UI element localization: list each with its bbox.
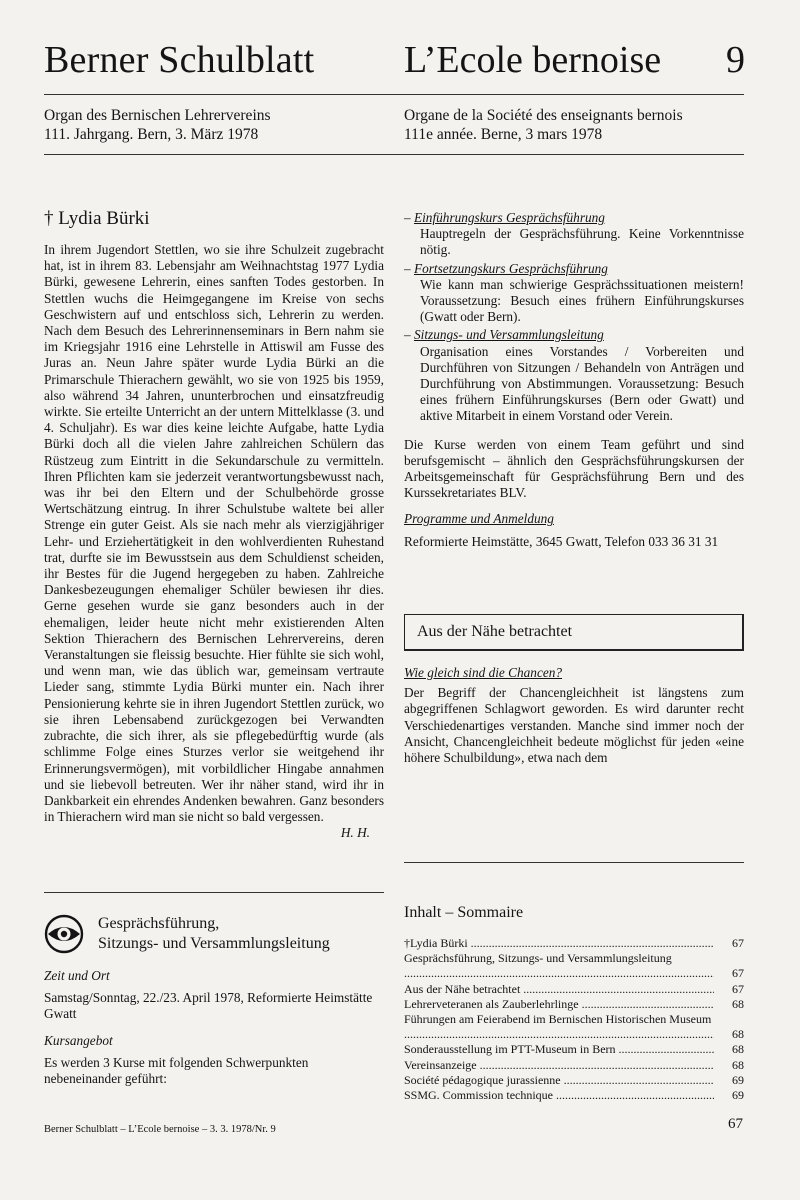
masthead-rule [44, 94, 744, 95]
obituary-heading: † Lydia Bürki [44, 208, 150, 229]
toc-entry-title: SSMG. Commission technique ..... [404, 1088, 714, 1103]
naehe-section [404, 614, 744, 766]
toc-entry [404, 1042, 744, 1057]
toc-entry [404, 1073, 744, 1088]
course-item: – Einführungskurs Gesprächsführung Hauptregeln der Gesprächsführung. Keine Vorkenntnisse nötig. [404, 210, 744, 258]
course-item-desc: Hauptregeln der Gesprächsführung. Keine Vorkenntnisse nötig. [420, 226, 744, 258]
toc-entry [404, 982, 744, 997]
org-fr-line1: Organe de la Société des enseignants bernois [404, 107, 683, 124]
course-item-desc: Organisation eines Vorstandes / Vorbereiten und Durchführen von Sitzungen / Behandeln von Anträgen und Durchführung von Abstimmungen. Voraussetzung: Besuch eines frühern Einführungskurses (Bern oder Gwatt) und aktive Mitarbeit in einem Vorstand oder Verein. [420, 343, 744, 424]
toc-entry-page: 67 [732, 966, 744, 981]
course-item-desc: Wie kann man schwierige Gesprächssituationen meistern! Voraussetzung: Besuch eines frühern Einführungskurses (Gwatt oder Bern). [420, 276, 744, 325]
toc-entry-title: Vereinsanzeige ..... [404, 1058, 714, 1073]
obituary-signature: H. H. [340, 825, 370, 841]
angebot-text: Es werden 3 Kurse mit folgenden Schwerpunkten nebeneinander geführt: [44, 1054, 309, 1087]
toc-entry [404, 1088, 744, 1103]
course-item-title: Fortsetzungskurs Gesprächsführung [413, 260, 608, 276]
obituary-body: In ihrem Jugendort Stettlen, wo sie ihre Schulzeit zugebracht hat, ist in ihrem 83. Lebensjahr am Weihnachtstag 1977 Lydia Bürki, gewesene Lehrerin, eines sanften Todes gestorben. In Stettlen wuchs die Heimgegangene im Kreise von sechs Geschwistern auf und entschloss sich, Lehrerin zu werden. Nach dem Besuch des Lehrerinnenseminars in Bern nahm sie im Kriegsjahr 1916 eine Lehrstelle in Attiswil am Fusse des Juras an. Neun Jahre später wurde Lydia Bürki an die Primarschule Thierachern gewählt, wo sie von 1925 bis 1959, also während 34 Jahren, ununterbrochen und einsatzfreudig wirkte. Sie erteilte Unterricht an der untern Mittelklasse (3. und 4. Schuljahr). Es war dies keine leichte Aufgabe, hatte Lydia Bürki doch all die vielen Jahre zahlreichen Schülern das Rüstzeug zum Eintritt in die Sekundarschule zu vermitteln. Ihren Pflichten kam sie jederzeit verantwortungsbewusst nach, was ihr bei den Eltern und der Schulbehörde grosse Wertschätzung eintrug. In ihrer Schulstube waltete bei aller Strenge ein guter Geist. Als sie nach mehr als vierzigjähriger Lehr- und Erziehertätigkeit in den wohlverdienten Ruhestand trat, durfte sie im Bewusstsein aus dem Schuldienst scheiden, ihr Bestes für die Jugend hergegeben zu haben. Zahlreiche Dankesbezeugungen ehemaliger Schüler bewiesen ihr dies. Gerne gesehen wurde sie ganz besonders auch in der ehemaligen, leider heute nicht mehr existierenden Alten Sektion Thierachern des Bernischen Lehrervereins, deren Veranstaltungen sie fleissig besuchte. Hier fühlte sie sich wohl, und wenn man, wie das üblich war, gemeinsam vertraute Lieder sang, stimmte Lydia Bürki munter ein. Nach ihrer Pensionierung kehrte sie in ihren Jugendort Stettlen zurück, wo sie ihren Lebensabend zurückgezogen bei Verwandten zubrachte, die sich ihrer, als sie pflegebedürftig wurde (als schlimme Folge eines Sturzes verlor sie weitgehend ihr Erinnerungsvermögen), mit vorbildlicher Hingabe annahmen und sie liebevoll betreuten. Wer ihr näher stand, wird ihr in Dankbarkeit ein ehrendes Andenken bewahren. Ganz besonders in Thierachern wird man sie nicht so bald vergessen. [44, 242, 384, 825]
org-de-line1: Organ des Bernischen Lehrervereins [44, 107, 271, 124]
toc-entry-page: 69 [732, 1088, 744, 1103]
toc-entry-page: 69 [732, 1072, 744, 1087]
toc-entry [404, 1012, 744, 1042]
header-rule [44, 154, 744, 155]
toc-entry-page: 68 [732, 996, 744, 1011]
obituary-rule [44, 892, 384, 893]
masthead-title-fr: L’Ecole bernoise [404, 39, 662, 81]
course-item: – Sitzungs- und Versammlungsleitung Organisation eines Vorstandes / Vorbereiten und Durchführen von Sitzungen / Behandeln von Anträgen und Durchführung von Abstimmungen. Voraussetzung: Besuch eines frühern Einführungskurses (Bern oder Gwatt) und aktive Mitarbeit in einem Vorstand oder Verein. [404, 327, 744, 424]
naehe-rule [404, 862, 744, 863]
course-team-text: Die Kurse werden von einem Team geführt und sind berufsgemischt – ähnlich den Gesprächsführungskursen der Arbeitsgemeinschaft für Gesprächsführung Bern und des Kurssekretariates BLV. [404, 436, 744, 501]
toc-entry [404, 936, 744, 951]
toc-entry-page: 67 [732, 981, 744, 996]
toc-entry-title: †Lydia Bürki ..... [404, 936, 714, 951]
course-item-title: Einführungskurs Gesprächsführung [413, 210, 605, 225]
programme-text: Reformierte Heimstätte, 3645 Gwatt, Telefon 033 36 31 31 [404, 533, 719, 549]
org-de-line2: 111. Jahrgang. Bern, 3. März 1978 [44, 126, 259, 143]
toc-entry-title: Aus der Nähe betrachtet ..... [404, 982, 714, 997]
zeit-text: Samstag/Sonntag, 22./23. April 1978, Reformierte Heimstätte Gwatt [44, 990, 373, 1022]
toc-entry-page: 68 [732, 1057, 744, 1072]
obituary-section [44, 208, 384, 842]
footer-page-number: 67 [728, 1116, 743, 1132]
toc-entry [404, 1058, 744, 1073]
naehe-box-title: Aus der Nähe betrachtet [404, 614, 744, 651]
course-continuation [404, 210, 744, 550]
toc-entry-title: Führungen am Feierabend im Bernischen Historischen Museum ..... [404, 1012, 714, 1042]
toc-heading: Inhalt – Sommaire [404, 904, 524, 921]
toc-section [404, 904, 744, 1103]
footer-citation: Berner Schulblatt – L’Ecole bernoise – 3. 3. 1978/Nr. 9 [44, 1124, 276, 1135]
course-section [44, 914, 384, 1087]
toc-entry-page: 67 [732, 936, 744, 950]
toc-entry-page: 68 [732, 1027, 744, 1042]
toc-entry-title: Gesprächsführung, Sitzungs- und Versammlungsleitung ..... [404, 951, 714, 981]
course-heading-line1: Gesprächsführung, [98, 915, 220, 932]
zeit-label: Zeit und Ort [44, 968, 110, 983]
course-item-title: Sitzungs- und Versammlungsleitung [413, 327, 604, 343]
toc-entry-title: Société pédagogique jurassienne ..... [404, 1073, 714, 1088]
programme-label: Programme und Anmeldung [404, 511, 554, 527]
org-fr-line2: 111e année. Berne, 3 mars 1978 [404, 126, 603, 143]
toc-list [404, 936, 744, 1103]
toc-entry [404, 951, 744, 981]
naehe-subhead: Wie gleich sind die Chancen? [404, 665, 563, 680]
toc-entry [404, 997, 744, 1012]
course-heading-line2: Sitzungs- und Versammlungsleitung [98, 935, 330, 952]
naehe-body: Der Begriff der Chancengleichheit ist längstens zum abgegriffenen Schlagwort geworden. Es wird darunter recht Verschiedenartiges verstanden. Manche sind immer noch der Ansicht, Chancengleichheit bedeute möglichst für jeden «eine höhere Schulbildung», etwa nach dem [404, 685, 744, 766]
course-item: – Fortsetzungskurs Gesprächsführung Wie kann man schwierige Gesprächssituationen meistern! Voraussetzung: Besuch eines frühern Einführungskurses (Gwatt oder Bern). [404, 260, 744, 325]
angebot-label: Kursangebot [44, 1032, 113, 1048]
toc-entry-page: 68 [732, 1042, 744, 1057]
course-header [44, 914, 384, 954]
org-de [44, 106, 384, 144]
masthead-title-de: Berner Schulblatt [44, 39, 315, 81]
course-list [404, 210, 744, 425]
toc-entry-title: Sonderausstellung im PTT-Museum in Bern ..... [404, 1042, 714, 1057]
toc-entry-title: Lehrerveteranen als Zauberlehrlinge ..... [404, 997, 714, 1012]
org-fr [404, 106, 764, 144]
eye-logo-icon [44, 914, 84, 954]
course-heading [98, 914, 330, 954]
issue-number: 9 [726, 39, 745, 81]
